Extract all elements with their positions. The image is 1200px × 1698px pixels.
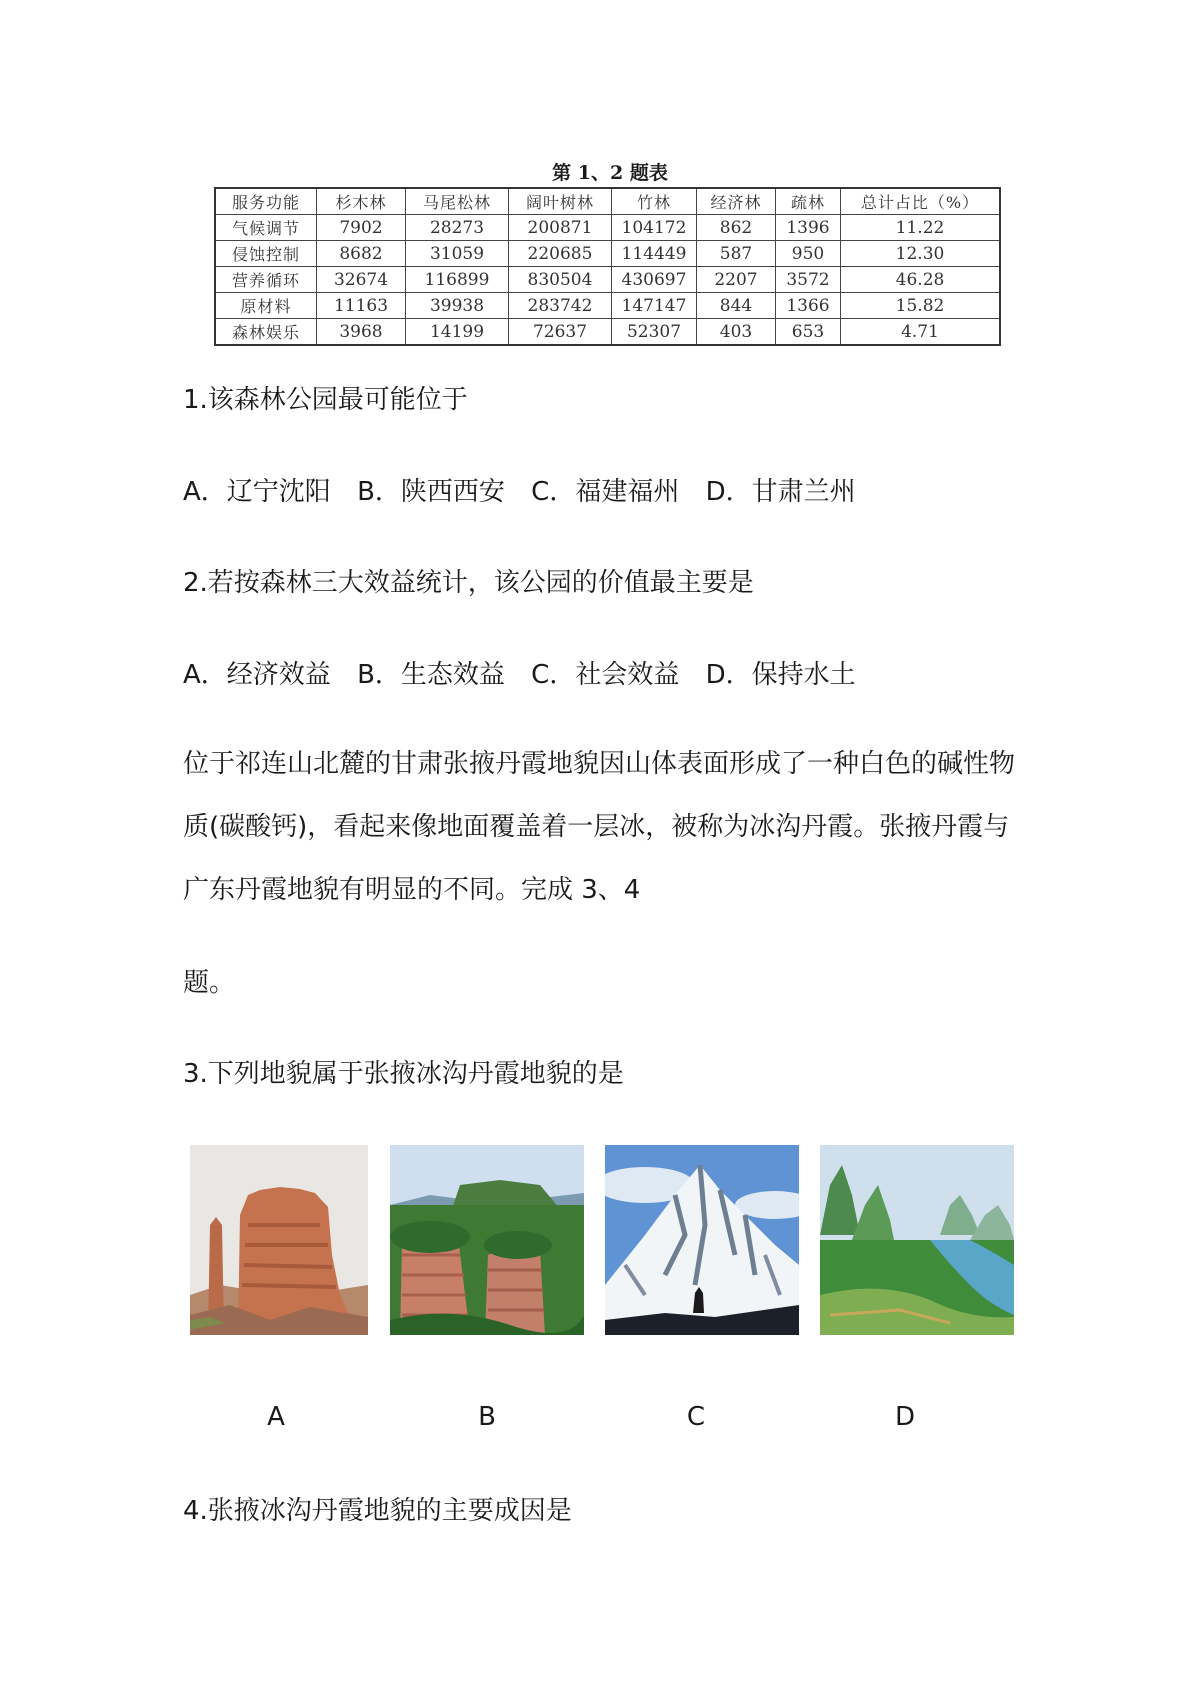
table-header: 马尾松林 bbox=[406, 188, 509, 215]
option-a: A．经济效益 bbox=[183, 660, 331, 690]
table-cell: 72637 bbox=[509, 319, 612, 346]
question-1-options bbox=[183, 479, 874, 505]
question-1-stem: 1.该森林公园最可能位于 bbox=[183, 385, 468, 415]
table-cell: 147147 bbox=[612, 293, 697, 319]
photo-label-b: B bbox=[478, 1402, 496, 1432]
table-cell: 4.71 bbox=[841, 319, 1001, 346]
photo-label-a: A bbox=[267, 1402, 285, 1432]
photo-d bbox=[820, 1145, 1014, 1335]
table-header: 经济林 bbox=[697, 188, 776, 215]
question-2-options bbox=[183, 662, 874, 688]
table-cell: 11.22 bbox=[841, 215, 1001, 241]
table-row bbox=[215, 319, 1000, 346]
forest-service-table bbox=[214, 187, 1001, 346]
question-4-stem: 4.张掖冰沟丹霞地貌的主要成因是 bbox=[183, 1496, 572, 1526]
option-d: D．甘肃兰州 bbox=[705, 477, 856, 507]
table-cell: 116899 bbox=[406, 267, 509, 293]
table-cell: 32674 bbox=[317, 267, 406, 293]
table-header: 疏林 bbox=[776, 188, 841, 215]
table-cell: 587 bbox=[697, 241, 776, 267]
question-2-stem: 2.若按森林三大效益统计，该公园的价值最主要是 bbox=[183, 568, 754, 598]
photo-label-d: D bbox=[894, 1402, 916, 1432]
table-cell: 220685 bbox=[509, 241, 612, 267]
table-cell: 52307 bbox=[612, 319, 697, 346]
table-cell: 114449 bbox=[612, 241, 697, 267]
option-a: A．辽宁沈阳 bbox=[183, 477, 331, 507]
table-cell: 31059 bbox=[406, 241, 509, 267]
table-header: 杉木林 bbox=[317, 188, 406, 215]
table-cell: 营养循环 bbox=[215, 267, 317, 293]
photo-a bbox=[190, 1145, 368, 1335]
table-header: 服务功能 bbox=[215, 188, 317, 215]
table-header: 竹林 bbox=[612, 188, 697, 215]
option-c: C．社会效益 bbox=[531, 660, 680, 690]
table-row bbox=[215, 241, 1000, 267]
intro-tail: 题。 bbox=[183, 968, 236, 998]
table-cell: 2207 bbox=[697, 267, 776, 293]
table-cell: 3572 bbox=[776, 267, 841, 293]
table-header: 阔叶树林 bbox=[509, 188, 612, 215]
question-3-stem: 3.下列地貌属于张掖冰沟丹霞地貌的是 bbox=[183, 1059, 624, 1089]
table-cell: 12.30 bbox=[841, 241, 1001, 267]
table-cell: 403 bbox=[697, 319, 776, 346]
table-cell: 653 bbox=[776, 319, 841, 346]
table-cell: 830504 bbox=[509, 267, 612, 293]
intro-paragraph: 位于祁连山北麓的甘肃张掖丹霞地貌因山体表面形成了一种白色的碱性物质(碳酸钙)，看起来像地面覆盖着一层冰，被称为冰沟丹霞。张掖丹霞与广东丹霞地貌有明显的不同。完成 3、4 bbox=[183, 749, 1016, 905]
table-header: 总计占比（%） bbox=[841, 188, 1001, 215]
table-cell: 1396 bbox=[776, 215, 841, 241]
table-cell: 950 bbox=[776, 241, 841, 267]
table-cell: 3968 bbox=[317, 319, 406, 346]
table-cell: 11163 bbox=[317, 293, 406, 319]
option-b: B．陕西西安 bbox=[357, 477, 505, 507]
table-cell: 39938 bbox=[406, 293, 509, 319]
table-caption: 第 1、2 题表 bbox=[552, 162, 668, 184]
table-cell: 200871 bbox=[509, 215, 612, 241]
table-cell: 侵蚀控制 bbox=[215, 241, 317, 267]
table-cell: 7902 bbox=[317, 215, 406, 241]
table-cell: 430697 bbox=[612, 267, 697, 293]
table-cell: 104172 bbox=[612, 215, 697, 241]
table-cell: 46.28 bbox=[841, 267, 1001, 293]
table-row bbox=[215, 215, 1000, 241]
photo-c bbox=[605, 1145, 799, 1335]
table-cell: 14199 bbox=[406, 319, 509, 346]
table-cell: 8682 bbox=[317, 241, 406, 267]
photo-label-c: C bbox=[686, 1402, 706, 1432]
table-cell: 森林娱乐 bbox=[215, 319, 317, 346]
table-cell: 862 bbox=[697, 215, 776, 241]
table-cell: 15.82 bbox=[841, 293, 1001, 319]
option-c: C．福建福州 bbox=[531, 477, 680, 507]
table-cell: 28273 bbox=[406, 215, 509, 241]
table-header-row bbox=[215, 188, 1000, 215]
table-cell: 原材料 bbox=[215, 293, 317, 319]
table-cell: 气候调节 bbox=[215, 215, 317, 241]
option-d: D．保持水土 bbox=[705, 660, 856, 690]
photo-b bbox=[390, 1145, 584, 1335]
table-cell: 283742 bbox=[509, 293, 612, 319]
table-cell: 1366 bbox=[776, 293, 841, 319]
table-cell: 844 bbox=[697, 293, 776, 319]
table-row bbox=[215, 293, 1000, 319]
table-row bbox=[215, 267, 1000, 293]
option-b: B．生态效益 bbox=[357, 660, 505, 690]
